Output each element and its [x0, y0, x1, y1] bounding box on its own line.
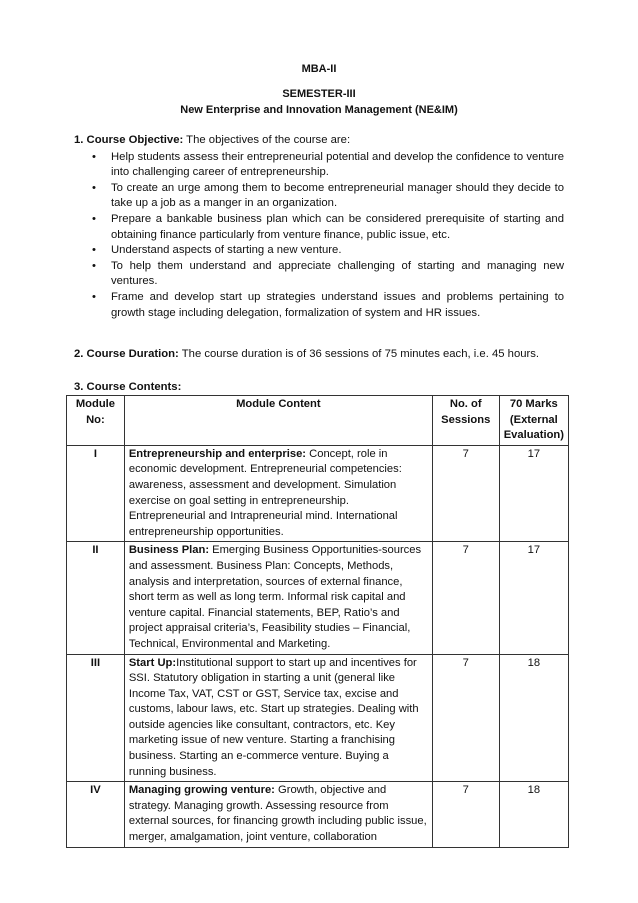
- bullet-icon: •: [92, 150, 96, 163]
- duration-heading: 2. Course Duration:: [74, 348, 179, 360]
- course-contents-heading: [74, 381, 564, 393]
- module-marks: 17: [499, 445, 568, 542]
- module-title: Start Up:: [128, 656, 177, 669]
- module-sessions: 7: [432, 445, 499, 542]
- objective-text: Prepare a bankable business plan which can be considered prerequisite of starting and obtaining finance particularly from venture finance, public issue, etc.: [111, 212, 564, 241]
- col-marks: 70 Marks (External Evaluation): [499, 396, 568, 446]
- module-sessions: 7: [432, 782, 499, 847]
- module-content: [124, 782, 432, 847]
- module-number: II: [67, 542, 125, 654]
- module-number: IV: [67, 782, 125, 847]
- module-title: Managing growing venture:: [128, 784, 275, 797]
- list-item: [74, 259, 564, 290]
- objective-text: To help them understand and appreciate challenging of starting and managing new ventures.: [111, 259, 564, 288]
- module-content: [124, 654, 432, 782]
- module-content: [124, 542, 432, 654]
- module-description: Emerging Business Opportunities-sources and assessment. Business Plan: Concepts, Methods, analysis and interpretation, sources of external finance, short term as well as long term. Informal risk capital and venture capital. Financial statements, BEP, Ratio’s and project appraisal criteria’s, Feasibility studies – Financial, Technical, Environmental and Marketing.: [128, 544, 422, 650]
- list-item: [74, 290, 564, 321]
- objective-text: To create an urge among them to become entrepreneurial manager should they decide to take up a job as a manger in an organization.: [111, 181, 564, 210]
- table-row: [67, 782, 569, 847]
- module-description: Growth, objective and strategy. Managing growth. Assessing resource from external sources, for financing growth including public issue, merger, amalgamation, joint venture, collaboration: [128, 784, 427, 844]
- objective-text: Frame and develop start up strategies understand issues and problems pertaining to growth stage including delegation, formalization of system and HR issues.: [111, 290, 564, 319]
- course-title: New Enterprise and Innovation Management (NE&IM): [180, 104, 458, 116]
- col-module-no: Module No:: [67, 396, 125, 446]
- semester-heading: SEMESTER-III: [282, 88, 356, 100]
- module-marks: 18: [499, 654, 568, 782]
- table-row: [67, 445, 569, 542]
- objective-intro: The objectives of the course are:: [183, 134, 351, 146]
- module-sessions: 7: [432, 542, 499, 654]
- module-number: I: [67, 445, 125, 542]
- bullet-icon: •: [92, 212, 96, 225]
- list-item: [74, 243, 564, 259]
- bullet-icon: •: [92, 290, 96, 303]
- objective-text: Understand aspects of starting a new venture.: [111, 244, 342, 257]
- contents-heading: 3. Course Contents:: [74, 381, 182, 393]
- table-row: [67, 654, 569, 782]
- module-marks: 17: [499, 542, 568, 654]
- objective-text: Help students assess their entrepreneurial potential and develop the confidence to venture into challenging career of entrepreneurship.: [111, 150, 564, 179]
- program-heading: MBA-II: [301, 63, 337, 75]
- list-item: [74, 212, 564, 243]
- table-row: [67, 542, 569, 654]
- module-title: Business Plan:: [128, 544, 210, 557]
- bullet-icon: •: [92, 244, 96, 257]
- col-sessions: No. of Sessions: [432, 396, 499, 446]
- list-item: [74, 150, 564, 181]
- module-description: Concept, role in economic development. Entrepreneurial competencies: awareness, assessment and development. Simulation exercise on goal setting in entrepreneurship. Entrepreneurial and Intrapreneurial mind. International entrepreneurship opportunities.: [128, 447, 402, 538]
- module-description: Institutional support to start up and incentives for SSI. Statutory obligation in starting a unit (general like Income Tax, VAT, CST or GST, Service tax, excise and customs, labour laws, etc. Start up strategies. Dealing with outside agencies like consultant, contractors, etc. Key marketing issue of new venture. Starting a franchising business. Starting an e-commerce venture. Buying a running business.: [128, 656, 419, 778]
- objective-heading: 1. Course Objective:: [74, 134, 184, 146]
- bullet-icon: •: [92, 181, 96, 194]
- objective-list: [74, 150, 564, 322]
- module-sessions: 7: [432, 654, 499, 782]
- module-marks: 18: [499, 782, 568, 847]
- module-title: Entrepreneurship and enterprise:: [128, 447, 307, 460]
- course-duration-section: [74, 348, 564, 360]
- duration-text: The course duration is of 36 sessions of 75 minutes each, i.e. 45 hours.: [178, 348, 540, 360]
- bullet-icon: •: [92, 259, 96, 272]
- module-table: [66, 395, 569, 848]
- col-module-content: Module Content: [124, 396, 432, 446]
- table-header-row: [67, 396, 569, 446]
- module-number: III: [67, 654, 125, 782]
- course-objective-section: [74, 133, 564, 321]
- module-content: [124, 445, 432, 542]
- list-item: [74, 181, 564, 212]
- objective-line: [74, 133, 564, 149]
